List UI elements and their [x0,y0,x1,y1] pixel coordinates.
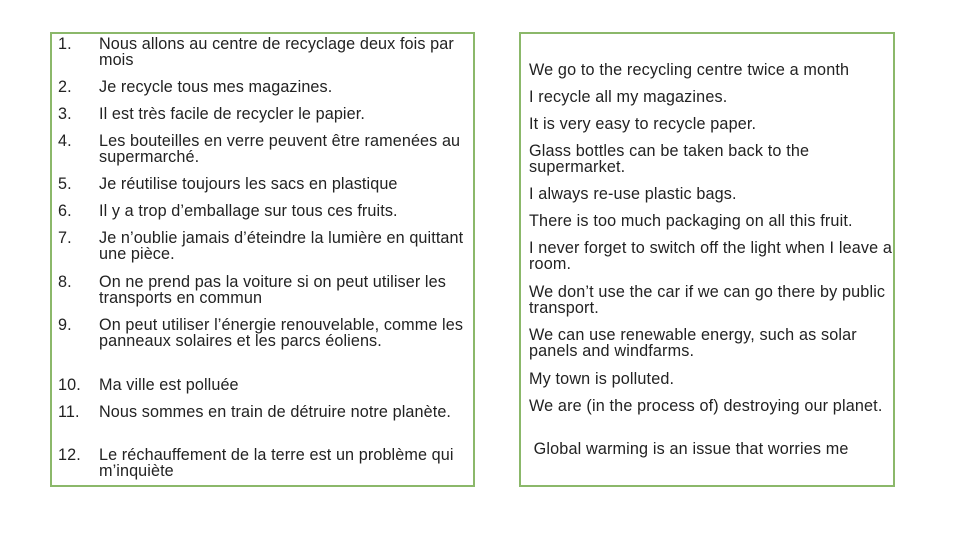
french-sentence-text: Nous sommes en train de détruire notre planète. [99,403,452,421]
french-sentence-text: On ne prend pas la voiture si on peut utiliser les transports en commun [99,273,446,307]
item-number: 3. [58,105,72,123]
item-number: 7. [58,229,72,247]
item-number: 5. [58,175,72,193]
french-sentence-text: Je réutilise toujours les sacs en plastique [99,175,398,193]
english-sentence-5: I always re-use plastic bags. [529,185,737,203]
item-number: 4. [58,132,72,150]
item-number: 12. [58,446,81,464]
french-sentences-box [50,32,475,487]
item-number: 8. [58,273,72,291]
english-sentence-2: I recycle all my magazines. [529,88,728,106]
english-sentence-7: I never forget to switch off the light when I leave a room. [529,239,893,273]
item-number: 1. [58,35,72,53]
english-sentence-8: We don’t use the car if we can go there by public transport. [529,283,886,317]
english-sentence-11: We are (in the process of) destroying our planet. [529,397,883,415]
french-sentence-text: Nous allons au centre de recyclage deux fois par mois [99,35,454,69]
french-sentence-text: Il y a trop d’emballage sur tous ces fruits. [99,202,398,220]
french-sentence-text: Le réchauffement de la terre est un problème qui m’inquiète [99,446,454,480]
english-translations-box [519,32,895,487]
item-number: 11. [58,403,80,421]
item-number: 6. [58,202,72,220]
english-sentence-4: Glass bottles can be taken back to the supermarket. [529,142,810,176]
item-number: 9. [58,316,72,334]
french-sentence-text: On peut utiliser l’énergie renouvelable, comme les panneaux solaires et les parcs éoliens. [99,316,464,350]
english-sentence-12: Global warming is an issue that worries me [529,440,849,458]
french-sentence-text: Il est très facile de recycler le papier. [99,105,365,123]
item-number: 2. [58,78,72,96]
french-sentence-text: Je n’oublie jamais d’éteindre la lumière en quittant une pièce. [99,229,464,263]
french-sentence-text: Les bouteilles en verre peuvent être ramenées au supermarché. [99,132,461,166]
english-sentence-3: It is very easy to recycle paper. [529,115,757,133]
english-sentence-6: There is too much packaging on all this fruit. [529,212,853,230]
english-sentence-1: We go to the recycling centre twice a month [529,61,850,79]
french-sentence-text: Ma ville est polluée [99,376,239,394]
english-sentence-9: We can use renewable energy, such as solar panels and windfarms. [529,326,857,360]
item-number: 10. [58,376,81,394]
french-sentence-text: Je recycle tous mes magazines. [99,78,333,96]
english-sentence-10: My town is polluted. [529,370,675,388]
